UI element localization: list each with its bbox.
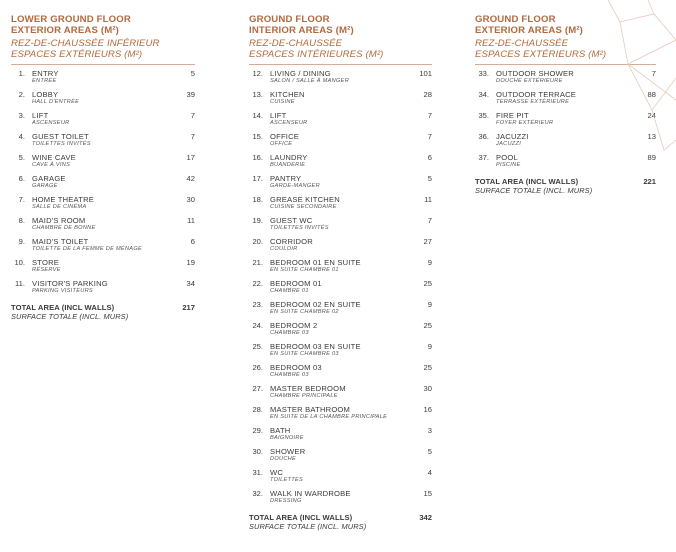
- item-number: 22.: [252, 279, 263, 288]
- item-name: POOL: [496, 153, 518, 162]
- list-item: [249, 69, 432, 90]
- item-name: WC: [270, 468, 284, 477]
- list-item: [11, 216, 195, 237]
- item-number: 36.: [478, 132, 489, 141]
- list-item: [249, 279, 432, 300]
- item-number: 30.: [252, 447, 263, 456]
- section-title-en: [11, 14, 195, 36]
- section-title-en-line: LOWER GROUND FLOOR: [11, 14, 131, 25]
- item-area: 7: [190, 111, 195, 120]
- item-name: OUTDOOR SHOWER: [496, 69, 574, 78]
- item-name: MAID'S TOILET: [32, 237, 89, 246]
- item-name: MASTER BATHROOM: [270, 405, 351, 414]
- item-name: KITCHEN: [270, 90, 305, 99]
- item-name: ENTRY: [32, 69, 59, 78]
- section-divider: [249, 64, 432, 65]
- item-name: PANTRY: [270, 174, 302, 183]
- item-name: BATH: [270, 426, 291, 435]
- section-title-fr: [11, 38, 195, 60]
- item-name: OFFICE: [270, 132, 300, 141]
- item-area: 5: [427, 174, 432, 183]
- list-item: [11, 258, 195, 279]
- item-name-fr: DOUCHE EXTÉRIEURE: [496, 78, 563, 84]
- item-area: 89: [647, 153, 656, 162]
- item-number: 4.: [18, 132, 25, 141]
- item-number: 7.: [18, 195, 25, 204]
- item-name: CORRIDOR: [270, 237, 313, 246]
- list-item: [11, 153, 195, 174]
- item-area: 11: [424, 195, 432, 204]
- item-name: BEDROOM 03: [270, 363, 322, 372]
- item-name-fr: ASCENSEUR: [32, 120, 70, 126]
- item-name: STORE: [32, 258, 60, 267]
- list-item: [11, 132, 195, 153]
- item-area: 13: [647, 132, 656, 141]
- list-item: [249, 132, 432, 153]
- item-name-fr: EN SUITE CHAMBRE 03: [270, 351, 339, 357]
- item-name-fr: CUISINE SECONDAIRE: [270, 204, 337, 210]
- item-number: 19.: [252, 216, 263, 225]
- item-number: 9.: [18, 237, 25, 246]
- total-area-row: [249, 513, 432, 535]
- item-name-fr: DRESSING: [270, 498, 302, 504]
- item-number: 14.: [252, 111, 263, 120]
- item-area: 7: [427, 111, 432, 120]
- item-area: 7: [651, 69, 656, 78]
- item-area: 3: [427, 426, 432, 435]
- list-item: [249, 489, 432, 510]
- section-title-en-line: GROUND FLOOR: [249, 14, 330, 25]
- item-name: JACUZZI: [496, 132, 529, 141]
- item-number: 21.: [252, 258, 263, 267]
- item-area: 11: [187, 216, 195, 225]
- section-title-fr-line: ESPACES INTÉRIEURES (M²): [249, 49, 384, 60]
- list-item: [249, 300, 432, 321]
- item-number: 3.: [18, 111, 25, 120]
- list-item: [11, 237, 195, 258]
- item-name-fr: CHAMBRE 01: [270, 288, 309, 294]
- item-name-fr: RÉSERVE: [32, 267, 61, 273]
- section-title-fr: [249, 38, 432, 60]
- item-number: 10.: [14, 258, 25, 267]
- item-area: 19: [186, 258, 195, 267]
- list-item: [249, 237, 432, 258]
- item-name: BEDROOM 02 EN SUITE: [270, 300, 361, 309]
- list-item: [249, 447, 432, 468]
- item-area: 7: [427, 132, 432, 141]
- item-area: 101: [419, 69, 432, 78]
- decorative-lines: [606, 0, 676, 190]
- total-area-label-fr: SURFACE TOTALE (INCL. MURS): [11, 312, 129, 321]
- list-item: [11, 111, 195, 132]
- item-name: MAID'S ROOM: [32, 216, 86, 225]
- section-lower-ground-exterior: [11, 14, 195, 325]
- list-item: [11, 279, 195, 300]
- item-number: 25.: [252, 342, 263, 351]
- item-area: 9: [427, 342, 432, 351]
- list-item: [11, 195, 195, 216]
- item-number: 34.: [478, 90, 489, 99]
- list-item: [249, 468, 432, 489]
- item-number: 11.: [15, 279, 25, 288]
- list-item: [249, 195, 432, 216]
- item-name-fr: EN SUITE CHAMBRE 01: [270, 267, 339, 273]
- item-name-fr: EN SUITE CHAMBRE 02: [270, 309, 339, 315]
- section-title-en-line: GROUND FLOOR: [475, 14, 556, 25]
- item-number: 29.: [252, 426, 263, 435]
- item-name-fr: CHAMBRE 03: [270, 330, 309, 336]
- item-name-fr: CHAMBRE PRINCIPALE: [270, 393, 338, 399]
- item-name: GUEST WC: [270, 216, 313, 225]
- item-name: WINE CAVE: [32, 153, 76, 162]
- item-name-fr: BAIGNOIRE: [270, 435, 304, 441]
- item-name-fr: COULOIR: [270, 246, 298, 252]
- item-name-fr: BUANDERIE: [270, 162, 306, 168]
- item-area: 9: [427, 258, 432, 267]
- item-number: 13.: [252, 90, 263, 99]
- item-name-fr: JACUZZI: [496, 141, 522, 147]
- item-number: 33.: [478, 69, 489, 78]
- list-item: [249, 384, 432, 405]
- section-title-en-line: INTERIOR AREAS (M²): [249, 25, 354, 36]
- item-number: 35.: [478, 111, 489, 120]
- item-name: WALK IN WARDROBE: [270, 489, 351, 498]
- item-area: 6: [427, 153, 432, 162]
- list-item: [249, 342, 432, 363]
- total-area-label-fr: SURFACE TOTALE (INCL. MURS): [249, 522, 367, 531]
- list-item: [11, 69, 195, 90]
- item-name-fr: OFFICE: [270, 141, 293, 147]
- item-name-fr: TOILETTE DE LA FEMME DE MÉNAGE: [32, 246, 143, 252]
- item-number: 28.: [252, 405, 263, 414]
- item-number: 31.: [252, 468, 263, 477]
- item-name-fr: GARDE-MANGER: [270, 183, 320, 189]
- section-title-fr-line: REZ-DE-CHAUSSÉE: [475, 38, 569, 49]
- item-area: 5: [427, 447, 432, 456]
- item-number: 17.: [252, 174, 263, 183]
- section-title-en-line: EXTERIOR AREAS (M²): [475, 25, 584, 36]
- item-name-fr: DOUCHE: [270, 456, 297, 462]
- item-area: 25: [423, 321, 432, 330]
- item-name: BEDROOM 01: [270, 279, 322, 288]
- list-item: [249, 111, 432, 132]
- item-name: LIVING / DINING: [270, 69, 331, 78]
- item-name-fr: TOILETTES INVITÉS: [270, 225, 329, 231]
- item-number: 2.: [18, 90, 25, 99]
- item-number: 15.: [252, 132, 263, 141]
- item-name-fr: GARAGE: [32, 183, 58, 189]
- item-number: 6.: [18, 174, 25, 183]
- item-area: 5: [190, 69, 195, 78]
- item-name: BEDROOM 03 EN SUITE: [270, 342, 361, 351]
- total-area-row: [11, 303, 195, 325]
- item-name: LOBBY: [32, 90, 59, 99]
- item-number: 16.: [252, 153, 263, 162]
- item-name-fr: PISCINE: [496, 162, 521, 168]
- item-name-fr: SALON / SALLE À MANGER: [270, 78, 350, 84]
- item-area: 34: [186, 279, 195, 288]
- section-title-fr-line: ESPACES EXTÉRIEURS (M²): [475, 49, 607, 60]
- item-name-fr: HALL D'ENTRÉE: [32, 99, 80, 105]
- list-item: [249, 153, 432, 174]
- list-item: [249, 426, 432, 447]
- item-number: 5.: [18, 153, 25, 162]
- section-title-fr-line: REZ-DE-CHAUSSÉE: [249, 38, 343, 49]
- item-name: GREASE KITCHEN: [270, 195, 340, 204]
- item-area: 24: [647, 111, 656, 120]
- item-name-fr: TERRASSE EXTÉRIEURE: [496, 99, 570, 105]
- item-name: VISITOR'S PARKING: [32, 279, 108, 288]
- item-area: 16: [423, 405, 432, 414]
- item-number: 26.: [252, 363, 263, 372]
- item-name: GUEST TOILET: [32, 132, 89, 141]
- item-name: SHOWER: [270, 447, 306, 456]
- item-area: 4: [427, 468, 432, 477]
- item-area: 30: [186, 195, 195, 204]
- item-name: LIFT: [270, 111, 287, 120]
- item-area: 27: [423, 237, 432, 246]
- item-area: 7: [190, 132, 195, 141]
- list-item: [249, 363, 432, 384]
- item-number: 18.: [252, 195, 263, 204]
- total-area-value: 217: [182, 303, 195, 312]
- section-title-fr-line: REZ-DE-CHAUSSÉE INFÉRIEUR: [11, 38, 160, 49]
- item-area: 6: [190, 237, 195, 246]
- item-number: 12.: [252, 69, 263, 78]
- item-number: 32.: [252, 489, 263, 498]
- item-area: 42: [186, 174, 195, 183]
- item-area: 15: [423, 489, 432, 498]
- item-name: HOME THEATRE: [32, 195, 95, 204]
- item-name-fr: CHAMBRE DE BONNE: [32, 225, 96, 231]
- item-name: FIRE PIT: [496, 111, 529, 120]
- item-name-fr: CHAMBRE 03: [270, 372, 309, 378]
- item-name-fr: PARKING VISITEURS: [32, 288, 93, 294]
- total-area-label-fr: SURFACE TOTALE (INCL. MURS): [475, 186, 593, 195]
- item-area: 88: [647, 90, 656, 99]
- item-area: 17: [186, 153, 195, 162]
- item-name: BEDROOM 2: [270, 321, 318, 330]
- section-divider: [11, 64, 195, 65]
- list-item: [249, 258, 432, 279]
- list-item: [11, 174, 195, 195]
- item-number: 20.: [252, 237, 263, 246]
- item-name: MASTER BEDROOM: [270, 384, 346, 393]
- item-area: 9: [427, 300, 432, 309]
- item-number: 1.: [18, 69, 25, 78]
- item-number: 27.: [252, 384, 263, 393]
- total-area-label: TOTAL AREA (INCL WALLS): [475, 177, 579, 186]
- item-name-fr: EN SUITE DE LA CHAMBRE PRINCIPALE: [270, 414, 388, 420]
- item-name-fr: CUISINE: [270, 99, 295, 105]
- section-title-fr-line: ESPACES EXTÉRIEURS (M²): [11, 49, 143, 60]
- list-item: [249, 405, 432, 426]
- list-item: [249, 90, 432, 111]
- total-area-value: 221: [643, 177, 656, 186]
- item-name-fr: SALLE DE CINÉMA: [32, 204, 87, 210]
- list-item: [11, 90, 195, 111]
- item-name: BEDROOM 01 EN SUITE: [270, 258, 361, 267]
- item-name-fr: CAVE À VINS: [32, 162, 71, 168]
- total-area-value: 342: [419, 513, 432, 522]
- item-name-fr: FOYER EXTÉRIEUR: [496, 120, 554, 126]
- item-name-fr: ASCENSEUR: [270, 120, 308, 126]
- item-name: OUTDOOR TERRACE: [496, 90, 577, 99]
- item-name-fr: TOILETTES: [270, 477, 304, 483]
- item-area: 30: [423, 384, 432, 393]
- item-area: 7: [427, 216, 432, 225]
- item-name-fr: TOILETTES INVITÉS: [32, 141, 91, 147]
- list-item: [249, 321, 432, 342]
- item-area: 25: [423, 363, 432, 372]
- section-title-en: [249, 14, 432, 36]
- item-number: 8.: [18, 216, 25, 225]
- item-area: 28: [423, 90, 432, 99]
- section-ground-interior: [249, 14, 432, 535]
- total-area-label: TOTAL AREA (INCL WALLS): [249, 513, 353, 522]
- item-name: GARAGE: [32, 174, 66, 183]
- total-area-label: TOTAL AREA (INCL WALLS): [11, 303, 115, 312]
- item-area: 39: [186, 90, 195, 99]
- item-name: LIFT: [32, 111, 49, 120]
- item-number: 23.: [252, 300, 263, 309]
- section-title-en-line: EXTERIOR AREAS (M²): [11, 25, 120, 36]
- item-area: 25: [423, 279, 432, 288]
- item-number: 24.: [252, 321, 263, 330]
- item-number: 37.: [478, 153, 489, 162]
- list-item: [249, 216, 432, 237]
- item-name-fr: ENTRÉE: [32, 78, 57, 84]
- item-name: LAUNDRY: [270, 153, 308, 162]
- list-item: [249, 174, 432, 195]
